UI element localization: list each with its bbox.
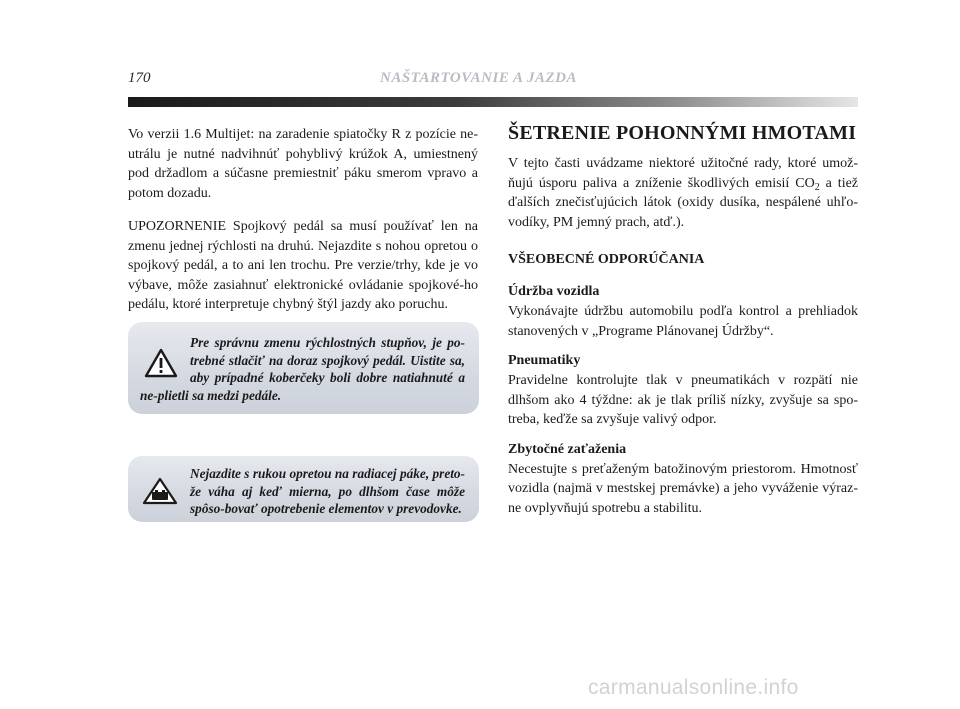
co2-subscript: 2: [814, 181, 820, 193]
section-title: ŠETRENIE POHONNÝMI HMOTAMI: [508, 122, 857, 144]
warning-triangle-icon: [144, 348, 178, 378]
header-rule: [128, 97, 858, 107]
intro-text-start: V tejto časti uvádzame niektoré užitočné rady, ktoré umož-ňujú úsporu paliva a zníženie škodlivých emisií CO: [508, 156, 858, 191]
reverse-gear-paragraph: Vo verzii 1.6 Multijet: na zaradenie spiatočky R z pozície ne-utrálu je nutné nadvihnúť pohyblivý krúžok A, umiestnený pod držadlom a súčasne premiestniť páku smerom vpravo a potom dozadu.: [128, 127, 478, 201]
topic-text-maintenance: Vykonávajte údržbu automobilu podľa kontrol a prehliadok stanovených v „Programe Plánovanej Údržby“.: [508, 304, 858, 339]
left-column: [128, 125, 478, 329]
topic-heading-tyres: Pneumatiky: [508, 353, 581, 368]
warning-box-clutch: [128, 322, 479, 414]
running-header: NAŠTARTOVANIE A JAZDA: [380, 70, 577, 86]
page-number: 170: [128, 70, 151, 86]
right-column: [508, 122, 858, 530]
subsection-title: VŠEOBECNÉ ODPORÚČANIA: [508, 252, 705, 267]
topic-text-tyres: Pravidelne kontrolujte tlak v pneumatikách v rozpätí nie dlhšom ako 4 týždne: ak je tlak príliš nízky, zvyšuje sa spo-treba, keďže sa zvyšuje valivý odpor.: [508, 373, 858, 427]
topic-text-loads: Necestujte s preťaženým batožinovým priestorom. Hmotnosť vozidla (najmä v mestskej premávke) a jeho vyváženie výraz-ne ovplyvňujú spotrebu a stabilitu.: [508, 461, 858, 516]
warning-text-gear-lever: Nejazdite s rukou opretou na radiacej páke, preto-že váha aj keď mierna, po dlhšom čase môže spôso-bovať opotrebenie elementov v prevodovke.: [190, 466, 465, 516]
clutch-warning-paragraph: UPOZORNENIE Spojkový pedál sa musí používať len na zmenu jednej rýchlosti na druhú. Nejazdite s nohou opretou o spojkový pedál, a to ani len trochu. Pre verzie/trhy, kde je vo výbave, môže zasiahnuť elektronické ovládanie spojkové-ho pedálu, ktoré interpretuje chybný štýl jazdy ako poruchu.: [128, 219, 478, 312]
intro-paragraph: [508, 154, 858, 232]
gearbox-caution-icon: [142, 477, 178, 505]
topic-heading-loads: Zbytočné zaťaženia: [508, 441, 627, 457]
intro-text-end: a tiež ďalších znečisťujúcich látok (oxidy dusíka, nespálené uhľo-vodíky, PM jemný prach, atď.).: [508, 175, 859, 230]
watermark: carmanualsonline.info: [588, 676, 799, 699]
topic-heading-maintenance: Údržba vozidla: [508, 284, 600, 299]
warning-text-clutch: Pre správnu zmenu rýchlostných stupňov, je po-trebné stlačiť na doraz spojkový pedál. Uistite sa, aby prípadné koberčeky boli dobre natiahnuté a ne-plietli sa medzi pedále.: [140, 335, 465, 403]
warning-box-gear-lever: [128, 456, 479, 522]
